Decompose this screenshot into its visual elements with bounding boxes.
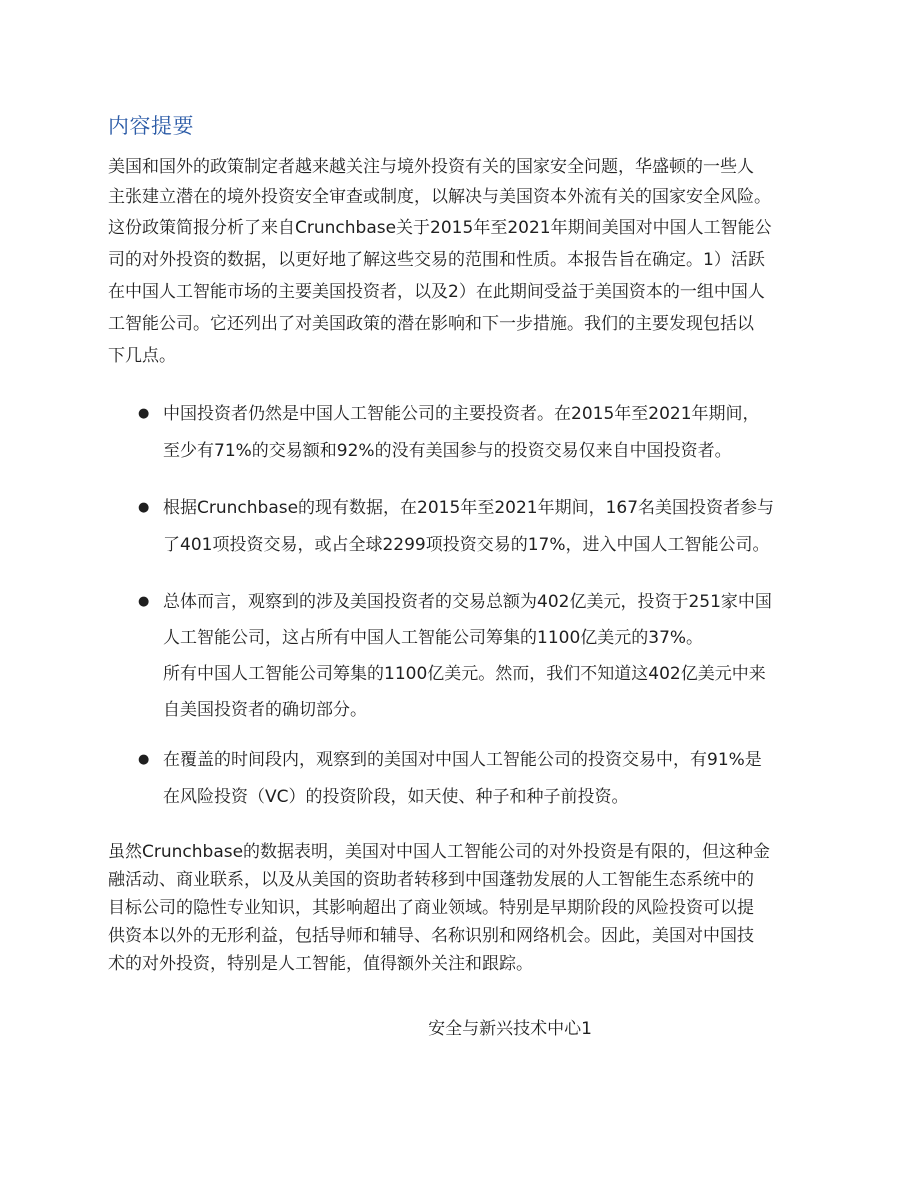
intro-line: 司的对外投资的数据，以更好地了解这些交易的范围和性质。本报告旨在确定。1）活跃 [108,250,765,270]
intro-line: 工智能公司。它还列出了对美国政策的潜在影响和下一步措施。我们的主要发现包括以 [108,314,754,334]
bullet-text [163,494,823,568]
bullet-text [163,588,823,732]
section-title: 内容提要 [108,114,194,138]
intro-line: 在中国人工智能市场的主要美国投资者，以及2）在此期间受益于美国资本的一组中国人 [108,282,765,302]
bullet-line: 在覆盖的时间段内，观察到的美国对中国人工智能公司的投资交易中，有91%是 [163,750,762,770]
bullet-line: 总体而言，观察到的涉及美国投资者的交易总额为402亿美元，投资于251家中国 [163,592,772,612]
bullet-line: 所有中国人工智能公司筹集的1100亿美元。然而，我们不知道这402亿美元中来 [163,664,766,684]
bullet-text [163,746,823,820]
bullet-line: 至少有71%的交易额和92%的没有美国参与的投资交易仅来自中国投资者。 [163,441,732,461]
bullet-line: 自美国投资者的确切部分。 [163,700,367,720]
bullet-dot-icon: ● [138,500,150,515]
outro-line: 目标公司的隐性专业知识，其影响超出了商业领域。特别是早期阶段的风险投资可以提 [108,898,754,918]
bullet-text [163,400,823,474]
intro-line: 这份政策简报分析了来自Crunchbase关于2015年至2021年期间美国对中国人工智能公 [108,218,772,238]
bullet-dot-icon: ● [138,752,150,767]
intro-line: 主张建立潜在的境外投资安全审查或制度，以解决与美国资本外流有关的国家安全风险。 [108,187,771,207]
outro-line: 融活动、商业联系，以及从美国的资助者转移到中国蓬勃发展的人工智能生态系统中的 [108,870,754,890]
outro-line: 供资本以外的无形利益，包括导师和辅导、名称识别和网络机会。因此，美国对中国技 [108,926,754,946]
bullet-line: 根据Crunchbase的现有数据，在2015年至2021年期间，167名美国投资者参与 [163,498,775,518]
closing-paragraph [108,838,808,978]
page-footer: 安全与新兴技术中心1 [428,1019,592,1039]
intro-paragraph [108,152,808,372]
intro-line: 下几点。 [108,346,176,366]
bullet-line: 在风险投资（VC）的投资阶段，如天使、种子和种子前投资。 [163,787,629,807]
outro-line: 术的对外投资，特别是人工智能，值得额外关注和跟踪。 [108,954,533,974]
bullet-line: 中国投资者仍然是中国人工智能公司的主要投资者。在2015年至2021年期间， [163,404,760,424]
intro-line: 美国和国外的政策制定者越来越关注与境外投资有关的国家安全问题，华盛顿的一些人 [108,157,754,177]
bullet-line: 人工智能公司，这占所有中国人工智能公司筹集的1100亿美元的37%。 [163,628,704,648]
bullet-dot-icon: ● [138,594,150,609]
bullet-dot-icon: ● [138,406,150,421]
outro-line: 虽然Crunchbase的数据表明，美国对中国人工智能公司的对外投资是有限的，但这种金 [108,842,771,862]
bullet-line: 了401项投资交易，或占全球2299项投资交易的17%，进入中国人工智能公司。 [163,535,770,555]
